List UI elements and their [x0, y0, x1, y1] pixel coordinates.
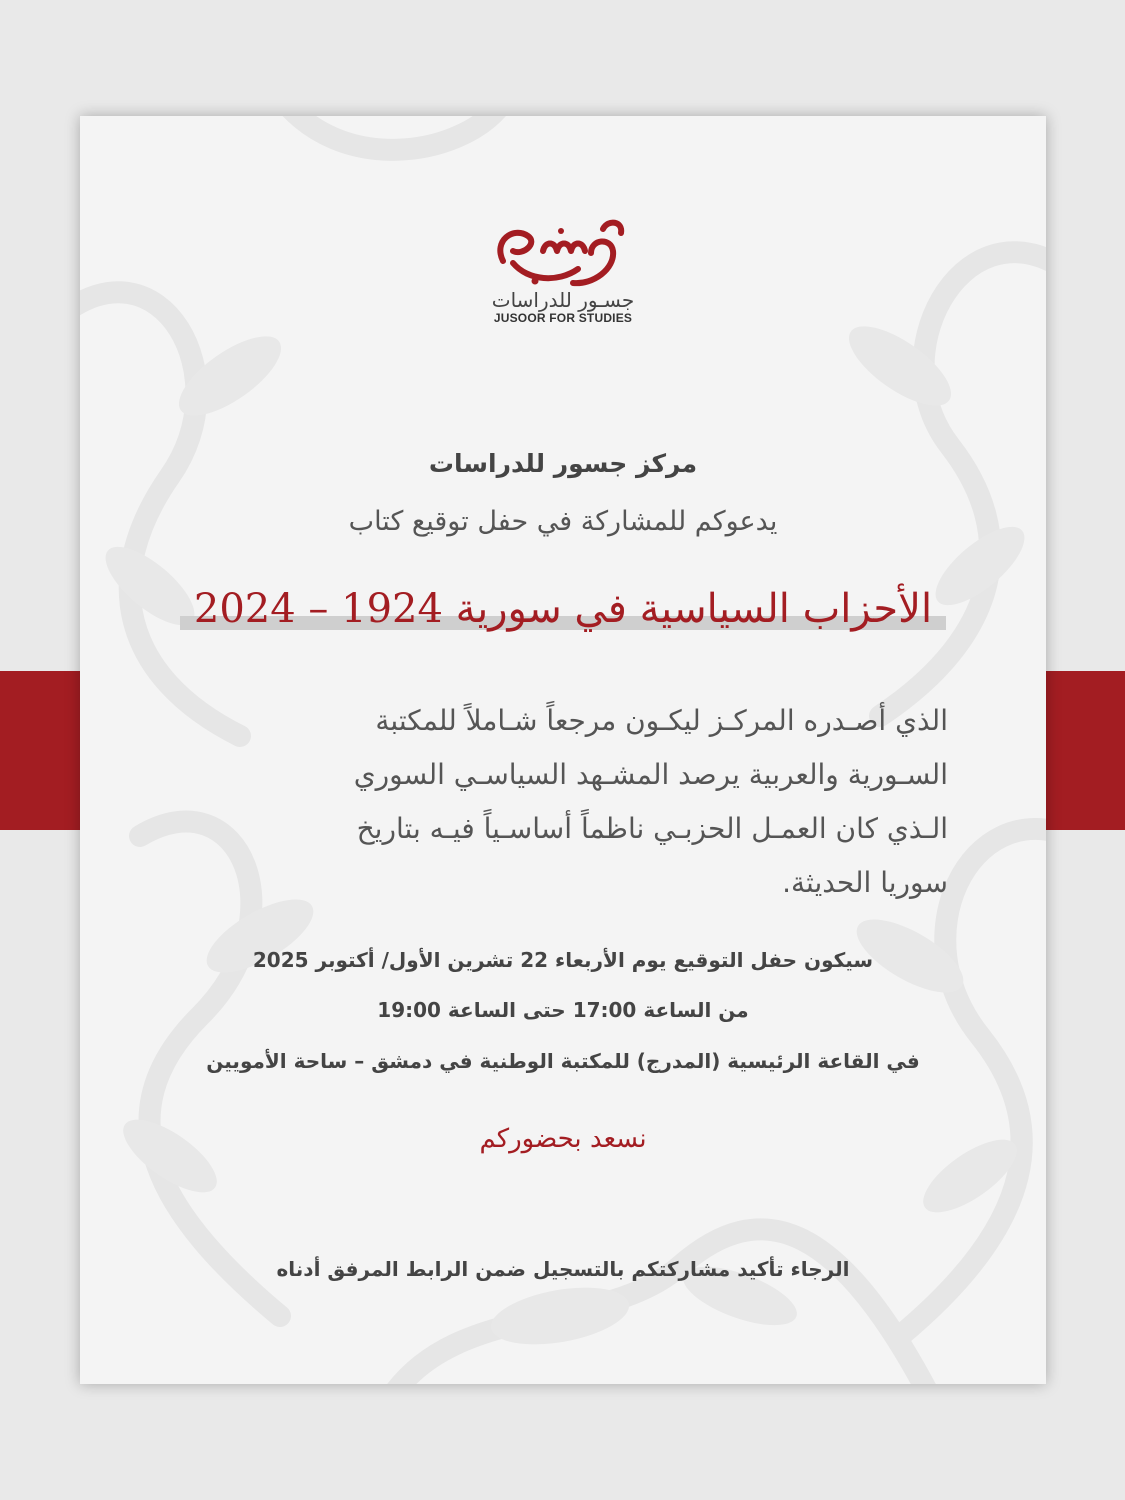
- event-time: من الساعة 17:00 حتى الساعة 19:00: [377, 998, 749, 1022]
- host-organization: مركز جسور للدراسات: [428, 449, 698, 478]
- registration-note: الرجاء تأكيد مشاركتكم بالتسجيل ضمن الرابط المرفق أدناه: [276, 1257, 850, 1281]
- jusoor-calligraphy-mark: [483, 211, 643, 291]
- book-title: الأحزاب السياسية في سورية 1924 – 2024: [193, 586, 933, 632]
- book-description: [178, 694, 948, 910]
- logo-arabic-name: جسـور للدراسات: [491, 288, 635, 312]
- description-line: السـورية والعربية يرصد المشـهد السياسـي السوري: [353, 758, 948, 791]
- welcome-message: نسعد بحضوركم: [479, 1124, 647, 1154]
- event-date: سيكون حفل التوقيع يوم الأربعاء 22 تشرين الأول/ أكتوبر 2025: [252, 948, 874, 972]
- event-venue: في القاعة الرئيسية (المدرج) للمكتبة الوطنية في دمشق – ساحة الأمويين: [206, 1049, 920, 1073]
- description-line: سوريا الحديثة.: [782, 866, 948, 899]
- description-line: الذي أصـدره المركـز ليكـون مرجعاً شـاملاً للمكتبة: [375, 704, 948, 737]
- logo-english-name: JUSOOR FOR STUDIES: [493, 311, 633, 325]
- invitation-card: [80, 116, 1046, 1384]
- invite-line: يدعوكم للمشاركة في حفل توقيع كتاب: [348, 506, 778, 537]
- jusoor-logo: [463, 211, 663, 351]
- description-line: الـذي كان العمـل الحزبـي ناظماً أساسـياً فيـه بتاريخ: [356, 812, 948, 845]
